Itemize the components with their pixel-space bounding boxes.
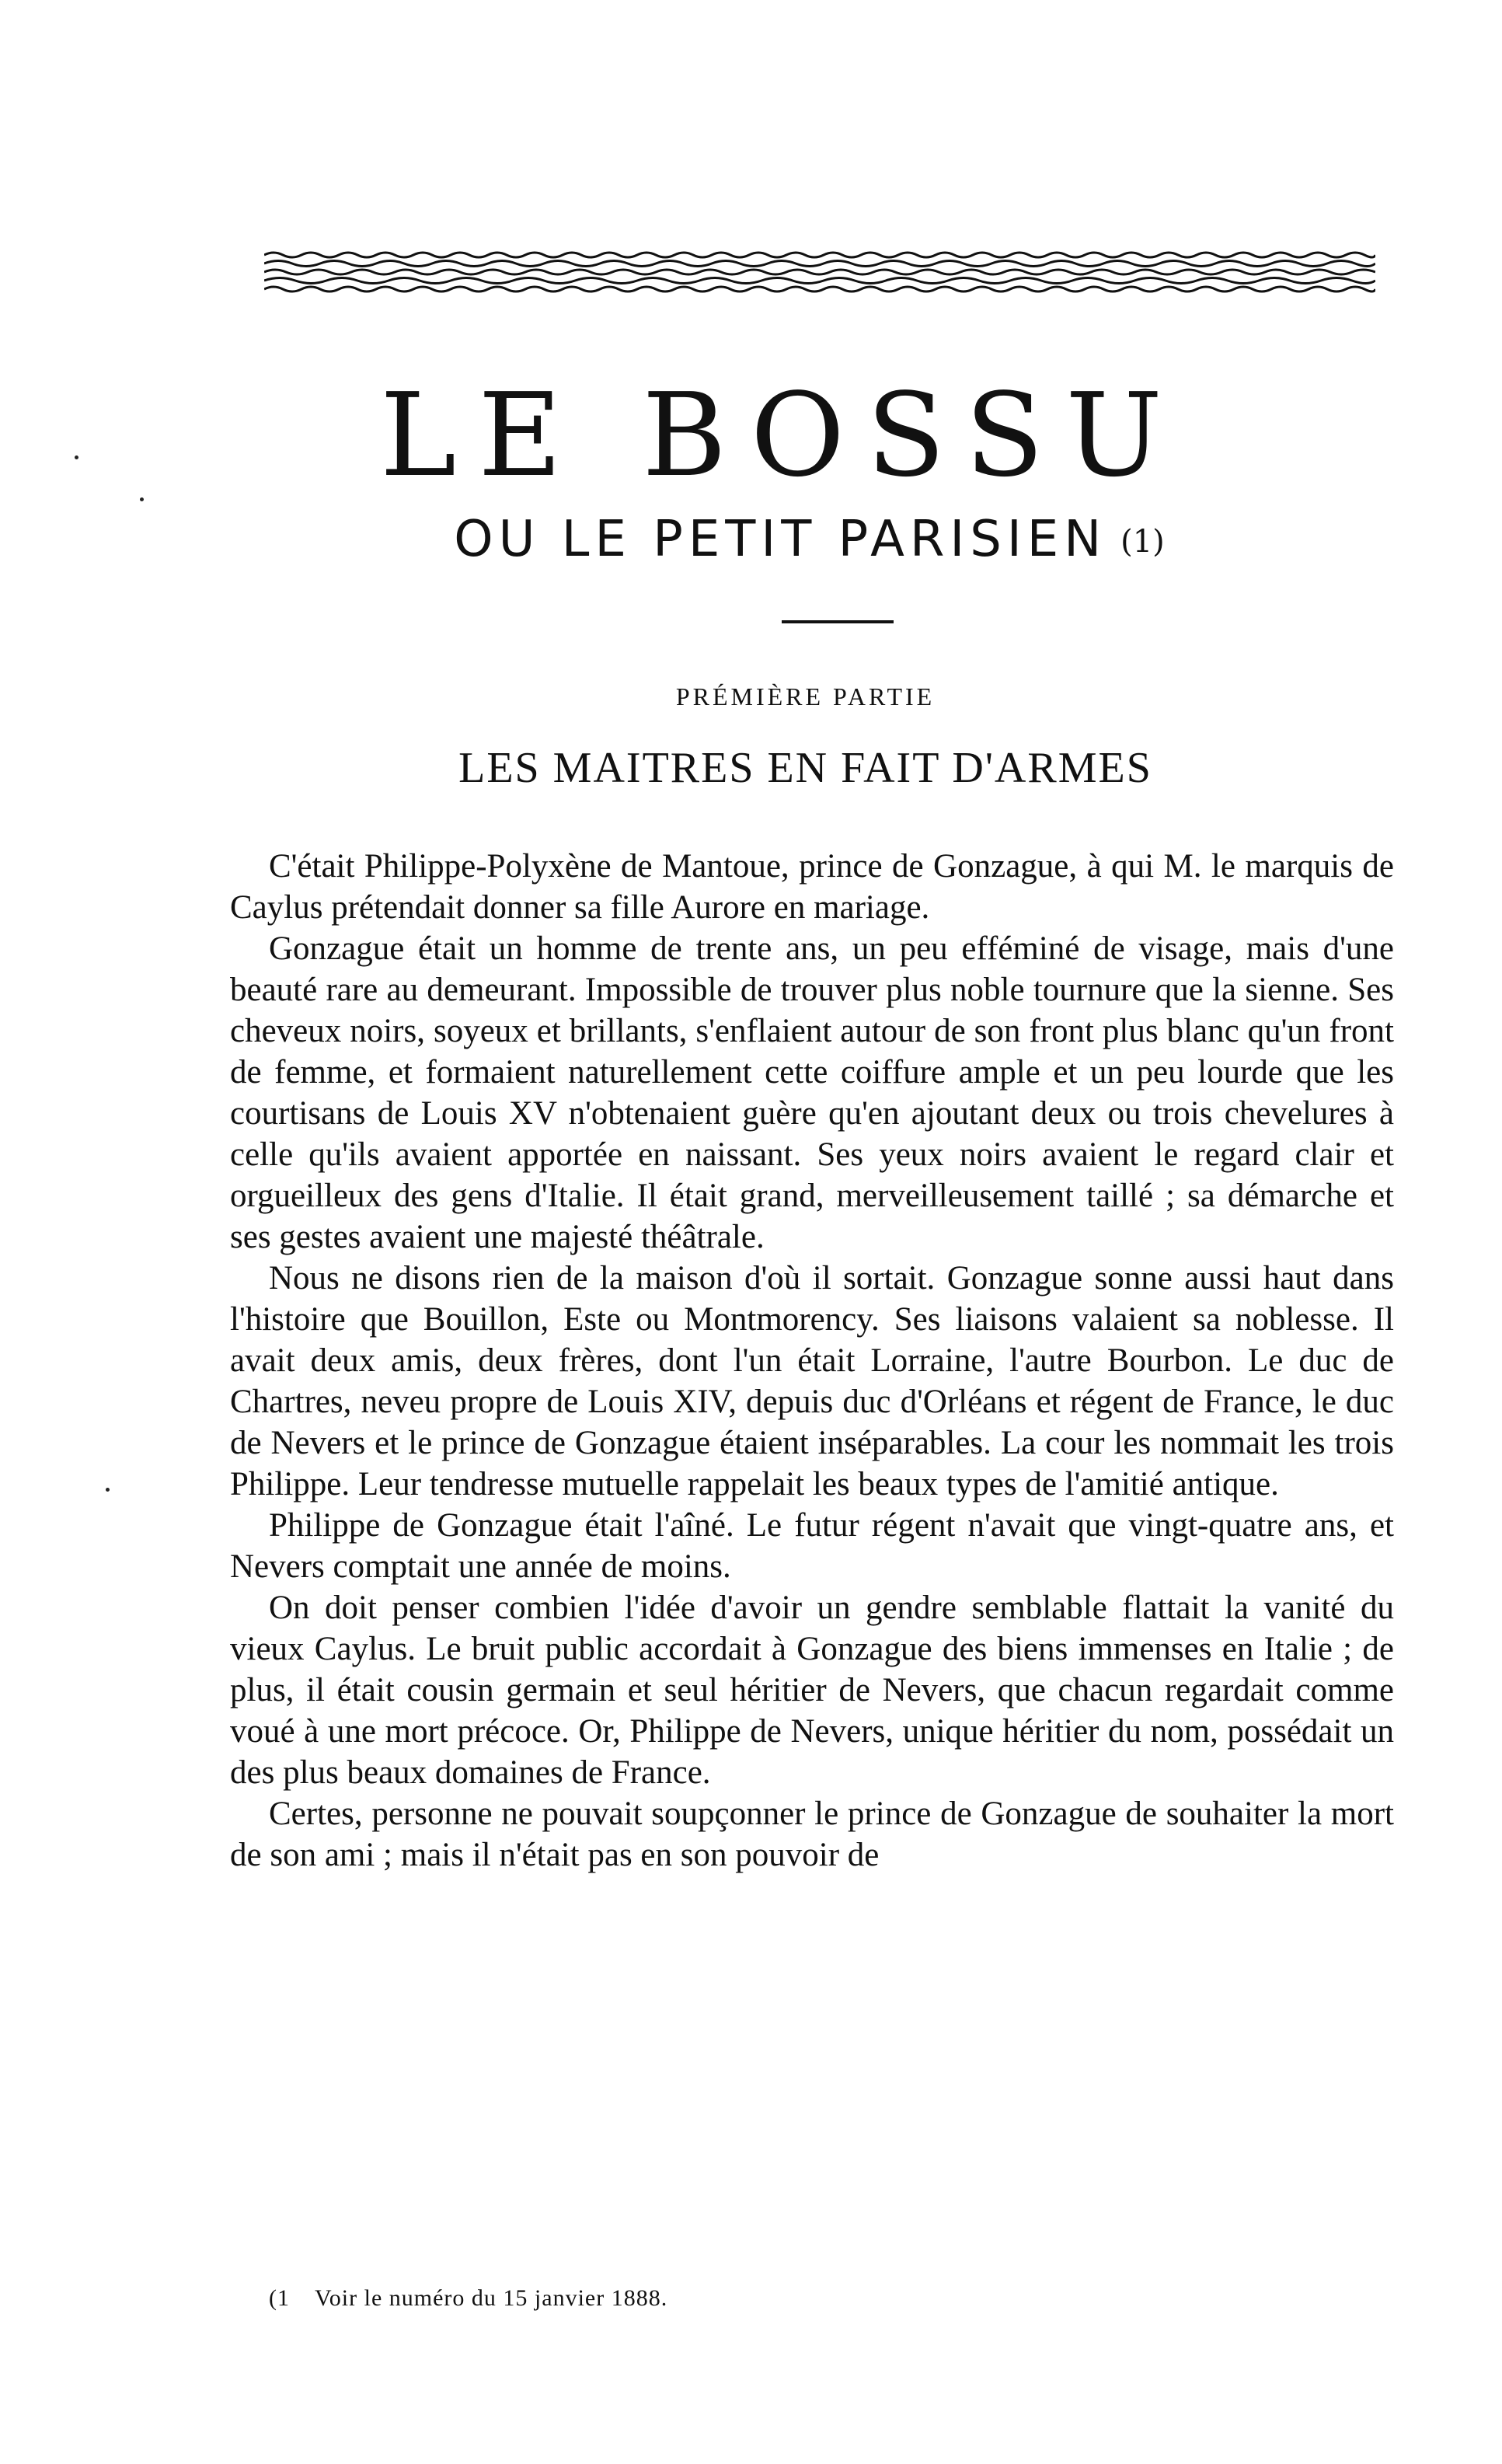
paragraph: Gonzague était un homme de trente ans, un peu efféminé de visage, mais d'une beauté rare au demeurant. Impossible de trouver plus noble tournure que la sienne. Ses cheveux noirs, soyeux et brillants, s'enflaient autour de son front plus blanc qu'un front de femme, et formaient naturellement cette coiffure ample et un peu lourde que les courtisans de Louis XV n'obtenaient guère qu'en ajoutant deux ou trois chevelures à celle qu'ils avaient apportée en naissant. Ses yeux noirs avaient le regard clair et orgueilleux des gens d'Italie. Il était grand, merveilleusement taillé ; sa démarche et ses gestes avaient une majesté théâtrale. (230, 930, 1394, 1255)
scan-speck (140, 497, 144, 501)
paragraph: C'était Philippe-Polyxène de Mantoue, prince de Gonzague, à qui M. le marquis de Caylus prétendait donner sa fille Aurore en mariage. (230, 848, 1394, 926)
subtitle-text: OU LE PETIT PARISIEN (454, 511, 1107, 568)
paragraph: On doit penser combien l'idée d'avoir un gendre semblable flattait la vanité du vieux Caylus. Le bruit public accordait à Gonzague des biens immenses en Italie ; de plus, il était cousin germain et seul héritier de Nevers, que chacun regardait comme voué à une mort précoce. Or, Philippe de Nevers, unique héritier du nom, possédait un des plus beaux domaines de France. (230, 1590, 1394, 1791)
scan-speck (75, 455, 78, 459)
chapter-heading: LES MAITRES EN FAIT D'ARMES (458, 744, 1152, 792)
footnote-text: Voir le numéro du 15 janvier 1888. (315, 2285, 668, 2311)
scan-speck (106, 1488, 110, 1492)
wave-ornament-border (264, 250, 1375, 294)
footnote-marker: (1 (269, 2285, 290, 2311)
paragraph: Certes, personne ne pouvait soupçonner le prince de Gonzague de souhaiter la mort de son ami ; mais il n'était pas en son pouvoir de (230, 1796, 1394, 1873)
title-divider (782, 620, 894, 623)
footnote (269, 2287, 667, 2310)
paragraph: Nous ne disons rien de la maison d'où il sortait. Gonzague sonne aussi haut dans l'histoire que Bouillon, Este ou Montmorency. Ses liaisons valaient sa noblesse. Il avait deux amis, deux frères, dont l'un était Lorraine, l'autre Bourbon. Le duc de Chartres, neveu propre de Louis XIV, depuis duc d'Orléans et régent de France, le duc de Nevers et le prince de Gonzague étaient inséparables. La cour les nommait les trois Philippe. Leur tendresse mutuelle rappelait les beaux types de l'amitié antique. (230, 1260, 1394, 1502)
footnote-reference: (1) (1120, 524, 1165, 560)
book-title: LE BOSSU (379, 368, 1185, 502)
body-text (230, 846, 1394, 1876)
part-heading: PRÉMIÈRE PARTIE (675, 682, 936, 710)
paragraph: Philippe de Gonzague était l'aîné. Le futur régent n'avait que vingt-quatre ans, et Nevers comptait une année de moins. (230, 1507, 1394, 1585)
book-subtitle (0, 511, 1502, 568)
